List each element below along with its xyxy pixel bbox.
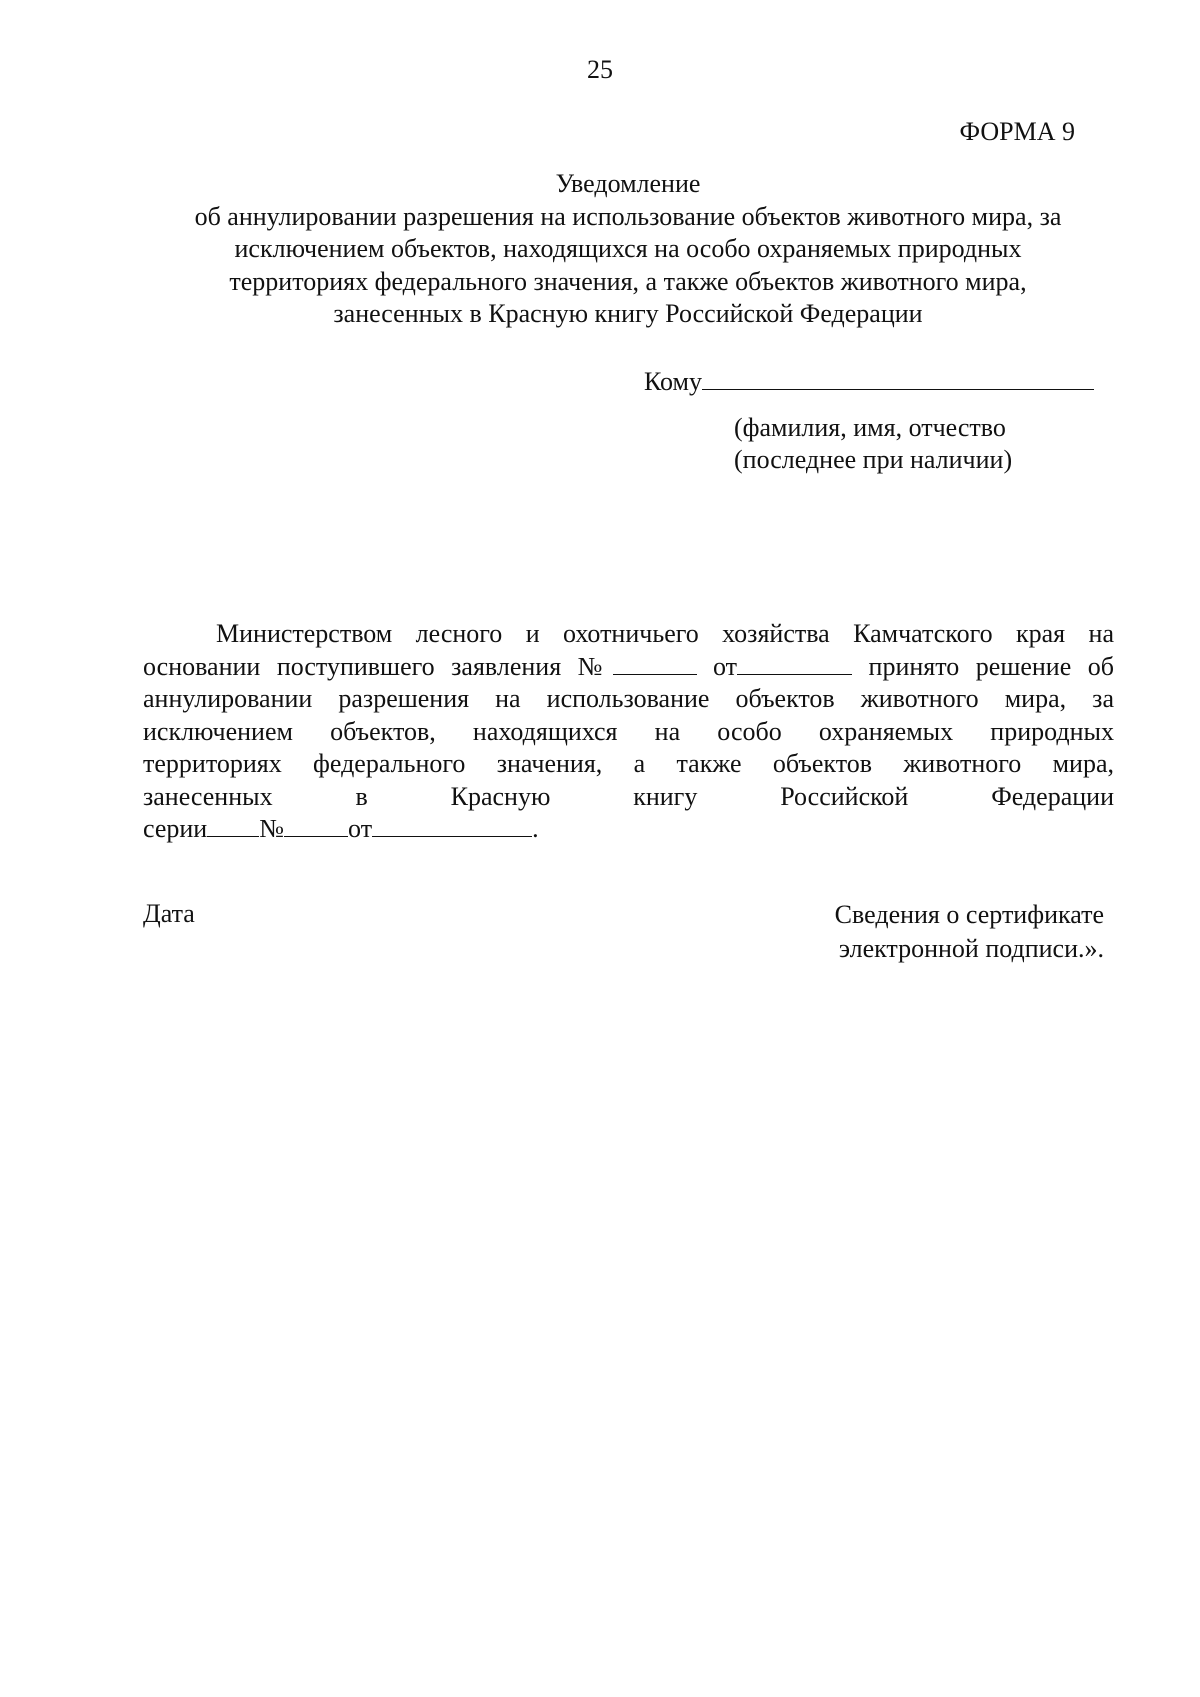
page-number: 25 [587,55,613,84]
recipient-hint-line: (фамилия, имя, отчество [734,413,1006,442]
recipient-line [644,365,1104,398]
title-line: исключением объектов, находящихся на особо охраняемых природных [234,234,1022,263]
recipient-block [644,365,1104,476]
signature-line: электронной подписи.». [838,934,1104,963]
body-line: территориях федерального значения, а также объектов животного мира, [143,749,1114,778]
body-line: исключением объектов, находящихся на особо охраняемых природных [143,716,1114,746]
title-line: территориях федерального значения, а также объектов животного мира, [229,266,1027,296]
signature-line: Сведения о сертификате [834,900,1104,929]
recipient-hint [734,412,1104,476]
recipient-label: Кому [644,367,703,396]
body-line: Министерством лесного и охотничьего хозяйства Камчатского края на [216,619,1114,648]
title-line: занесенных в Красную книгу Российской Федерации [333,299,923,328]
body-text: . [532,814,539,843]
permit-number-blank[interactable] [284,814,348,837]
date-label: Дата [143,899,195,928]
document-title [148,168,1108,331]
application-date-blank[interactable] [737,652,852,675]
body-line: аннулировании разрешения на использование объектов животного мира, за [143,684,1114,713]
body-text: № [259,814,285,843]
title-line: Уведомление [555,169,701,198]
body-line [143,813,1114,846]
body-text: основании поступившего заявления № [143,651,613,681]
body-text: от [696,651,738,681]
recipient-name-blank[interactable] [702,365,1094,390]
recipient-hint-line: (последнее при наличии) [734,445,1013,474]
title-line: об аннулировании разрешения на использование объектов животного мира, за [194,201,1062,231]
application-number-blank[interactable] [613,652,697,675]
body-line [143,651,1114,684]
permit-date-blank[interactable] [372,814,532,837]
permit-series-blank[interactable] [207,814,259,837]
form-label: ФОРМА 9 [959,117,1075,146]
body-text: принято решение об [852,651,1115,681]
body-line: занесенных в Красную книгу Российской Федерации [143,781,1114,811]
signature-info [835,898,1104,966]
body-text: серии [143,814,208,843]
notice-body [143,618,1114,846]
body-text: от [348,814,373,843]
